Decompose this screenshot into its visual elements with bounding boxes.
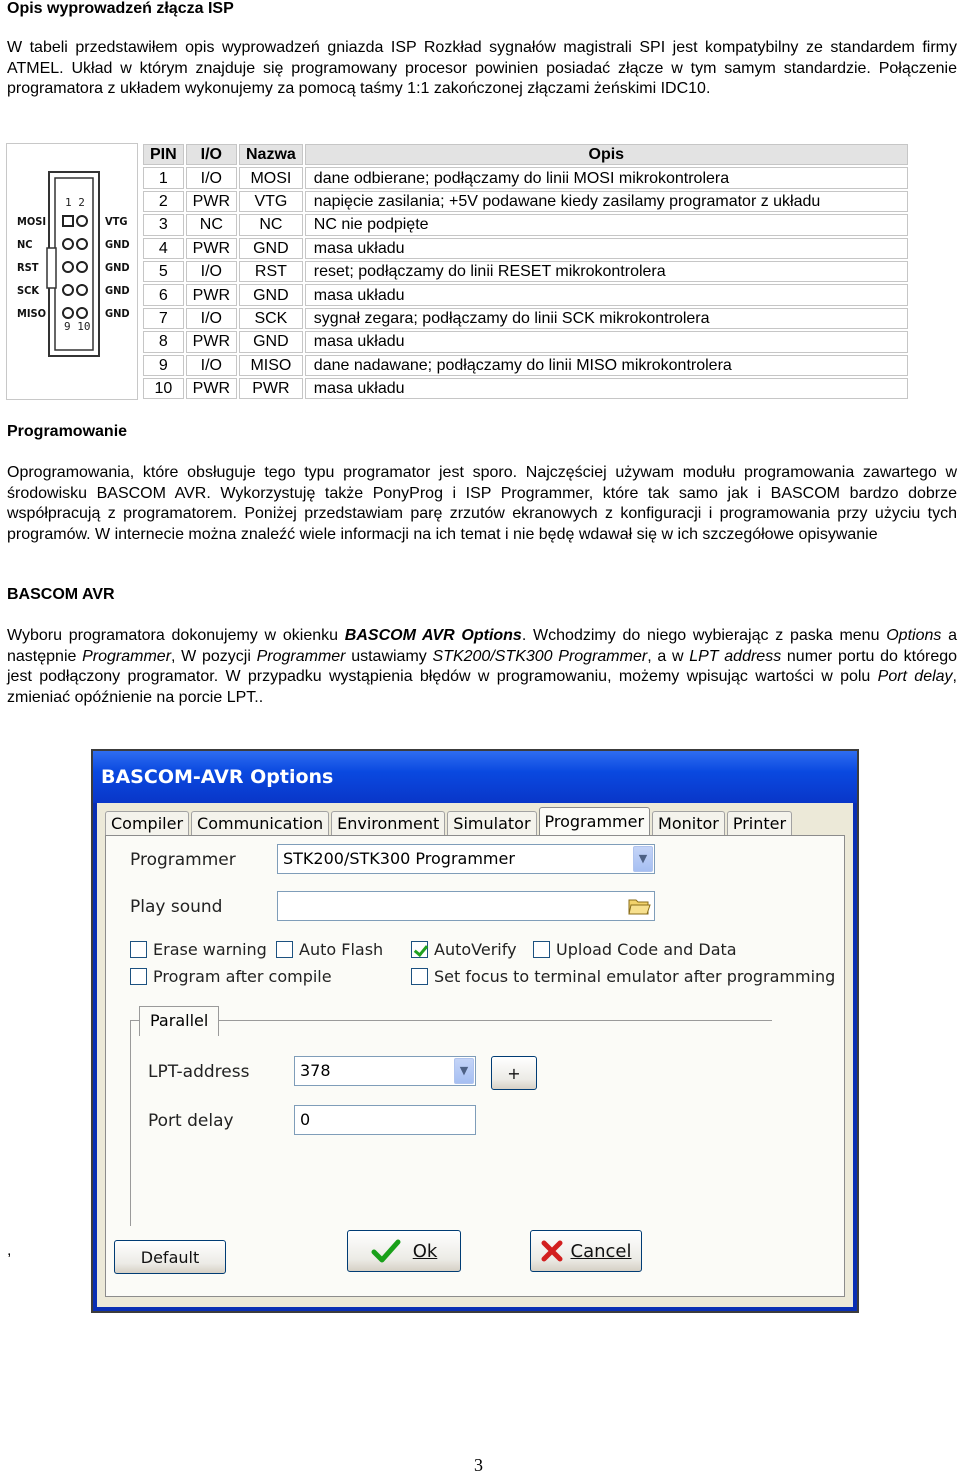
- header-io: I/O: [186, 144, 237, 165]
- cell-opis: masa układu: [305, 238, 908, 259]
- table-row: [143, 214, 908, 235]
- signal-label: NC: [17, 238, 33, 251]
- tab-parallel[interactable]: Parallel: [139, 1006, 219, 1036]
- cell-opis: reset; podłączamy do linii RESET mikrokontrolera: [305, 261, 908, 282]
- signal-label: GND: [105, 307, 130, 320]
- cell-io: I/O: [186, 167, 237, 188]
- checkmark-icon: [371, 1238, 401, 1264]
- ok-button-label: Ok: [412, 1240, 438, 1262]
- checkbox-label: AutoVerify: [434, 940, 517, 959]
- dialog-body: [97, 803, 853, 1307]
- pin-dot: [63, 216, 73, 226]
- cell-io: PWR: [186, 378, 237, 399]
- cell-pin: 7: [143, 308, 184, 329]
- cell-opis: dane odbierane; podłączamy do linii MOSI mikrokontrolera: [305, 167, 908, 188]
- lpt-address-value: 378: [300, 1061, 331, 1080]
- checkbox-box[interactable]: [130, 968, 147, 985]
- tab-communication[interactable]: Communication: [191, 811, 329, 835]
- header-nazwa: Nazwa: [239, 144, 303, 165]
- erase-warning-checkbox[interactable]: [130, 940, 267, 959]
- cell-opis: sygnał zegara; podłączamy do linii SCK mikrokontrolera: [305, 308, 908, 329]
- checkbox-label: Program after compile: [153, 967, 332, 986]
- dialog-title: BASCOM-AVR Options: [93, 751, 857, 803]
- port-delay-label: Port delay: [148, 1111, 234, 1131]
- autoverify-checkbox[interactable]: [411, 940, 517, 959]
- set-focus-terminal-checkbox[interactable]: [411, 967, 835, 986]
- checkbox-box[interactable]: [276, 941, 293, 958]
- checkbox-box[interactable]: [130, 941, 147, 958]
- text-options: Options: [886, 627, 942, 644]
- cell-pin: 3: [143, 214, 184, 235]
- cell-pin: 10: [143, 378, 184, 399]
- text-programmer: Programmer: [256, 647, 346, 665]
- cell-pin: 8: [143, 331, 184, 352]
- cell-opis: napięcie zasilania; +5V podawane kiedy zasilamy programator z układu: [305, 191, 908, 212]
- table-row: [143, 261, 908, 282]
- cell-nazwa: GND: [239, 284, 303, 305]
- table-row: [143, 355, 908, 376]
- cell-pin: 1: [143, 167, 184, 188]
- text-run: Wyboru programatora dokonujemy w okienku: [7, 627, 345, 644]
- signal-label: MOSI: [17, 215, 47, 228]
- cell-pin: 6: [143, 284, 184, 305]
- signal-label: MISO: [17, 307, 47, 320]
- pin-dot: [63, 239, 73, 249]
- isp-pinout-diagram: [7, 144, 137, 399]
- checkbox-label: Set focus to terminal emulator after programming: [434, 967, 836, 986]
- cell-nazwa: MISO: [239, 355, 303, 376]
- cell-io: PWR: [186, 191, 237, 212]
- section-title-bascom: BASCOM AVR: [7, 586, 115, 603]
- programmer-label: Programmer: [130, 850, 236, 870]
- program-after-compile-checkbox[interactable]: [130, 967, 332, 986]
- table-row: [143, 191, 908, 212]
- options-tab-strip: [105, 811, 794, 835]
- port-delay-value: 0: [300, 1110, 311, 1129]
- pin-dot: [77, 216, 87, 226]
- text-run: , zmieniać opóźnienie na porcie LPT..: [7, 668, 957, 706]
- cell-pin: 4: [143, 238, 184, 259]
- cell-opis: masa układu: [305, 331, 908, 352]
- signal-label: RST: [17, 261, 39, 274]
- pin-dot: [63, 308, 73, 318]
- signal-label: SCK: [17, 284, 40, 297]
- upload-code-data-checkbox[interactable]: [533, 940, 737, 959]
- cell-nazwa: VTG: [239, 191, 303, 212]
- port-delay-input[interactable]: [294, 1105, 476, 1135]
- cell-nazwa: RST: [239, 261, 303, 282]
- text-run: ustawiamy: [345, 647, 433, 665]
- lpt-address-label: LPT-address: [148, 1062, 250, 1082]
- checkbox-box-checked[interactable]: [411, 941, 428, 958]
- folder-open-icon[interactable]: [627, 895, 651, 917]
- text-bascom-options: BASCOM AVR Options: [344, 627, 522, 644]
- tab-simulator[interactable]: Simulator: [447, 811, 536, 835]
- text-lpt: LPT address: [689, 647, 782, 665]
- table-header-row: [143, 144, 908, 165]
- text-run: a następnie: [7, 627, 958, 665]
- signal-label: GND: [105, 284, 130, 297]
- programming-paragraph: Oprogramowania, które obsługuje tego typu programator jest sporo. Najczęściej używam modułu programowania zawartego w środowisku BASCOM AVR. Wykorzystuję także PonyProg i ISP Programmer, które tak samo jak i BASCOM bardzo dobrze współpracują z programatorem. Poniżej przedstawiam parę zrzutów ekranowych z konfiguracji i programowania przy użyciu tych programów. W internecie można znaleźć wiele informacji na ich temat i nie będę wdawał się w ich szczegółowe opisywanie: [7, 464, 957, 543]
- cell-io: PWR: [186, 238, 237, 259]
- text-run: . Wchodzimy do niego wybierając z paska menu: [521, 627, 887, 644]
- add-lpt-button[interactable]: +: [491, 1056, 537, 1090]
- bascom-options-dialog: [91, 749, 859, 1313]
- cell-nazwa: PWR: [239, 378, 303, 399]
- chevron-down-icon[interactable]: ▼: [633, 846, 653, 872]
- cell-pin: 2: [143, 191, 184, 212]
- page-number: 3: [474, 1455, 483, 1475]
- section-title-programowanie: Programowanie: [7, 423, 128, 440]
- text-stk: STK200/STK300 Programmer: [432, 647, 648, 665]
- table-row: [143, 167, 908, 188]
- default-button[interactable]: Default: [114, 1240, 226, 1274]
- tab-environment[interactable]: Environment: [331, 811, 445, 835]
- checkbox-label: Auto Flash: [299, 940, 384, 959]
- lpt-address-select[interactable]: [294, 1056, 476, 1086]
- ok-button[interactable]: [347, 1230, 461, 1272]
- play-sound-input[interactable]: [277, 891, 655, 921]
- isp-connector-figure: [6, 143, 138, 400]
- cell-nazwa: SCK: [239, 308, 303, 329]
- text-programmer: Programmer: [82, 647, 172, 665]
- programmer-select[interactable]: [277, 844, 655, 874]
- table-row: [143, 308, 908, 329]
- pin-dot: [77, 262, 87, 272]
- cell-opis: NC nie podpięte: [305, 214, 908, 235]
- tab-printer[interactable]: Printer: [727, 811, 792, 835]
- cell-io: NC: [186, 214, 237, 235]
- pin-dot: [77, 239, 87, 249]
- cell-nazwa: GND: [239, 331, 303, 352]
- text-run: numer portu do którego jest podłączony programator. W przypadku wystąpienia błędów w programowaniu, możemy wpisując wartości w polu: [7, 647, 958, 685]
- left-signal-labels: [17, 215, 46, 320]
- chevron-down-icon[interactable]: ▼: [454, 1058, 474, 1084]
- cancel-button-label: Cancel: [570, 1240, 632, 1262]
- cell-nazwa: MOSI: [239, 167, 303, 188]
- cell-pin: 9: [143, 355, 184, 376]
- signal-label: GND: [105, 261, 130, 274]
- table-row: [143, 238, 908, 259]
- text-run: , W pozycji: [171, 647, 257, 665]
- checkbox-label: Upload Code and Data: [556, 940, 737, 959]
- cell-nazwa: GND: [239, 238, 303, 259]
- header-opis: Opis: [305, 144, 908, 165]
- stray-comma: ,: [7, 1242, 12, 1259]
- bascom-paragraph: [7, 626, 957, 708]
- pin-dot: [77, 285, 87, 295]
- tab-programmer[interactable]: Programmer: [539, 807, 651, 835]
- checkbox-label: Erase warning: [153, 940, 267, 959]
- cell-io: PWR: [186, 284, 237, 305]
- header-pin: PIN: [143, 144, 184, 165]
- right-signal-labels: [105, 215, 130, 320]
- text-port-delay: Port delay: [877, 668, 953, 685]
- tab-compiler[interactable]: Compiler: [105, 811, 189, 835]
- cancel-button[interactable]: [530, 1230, 642, 1272]
- page-heading: Opis wyprowadzeń złącza ISP: [7, 0, 234, 17]
- auto-flash-checkbox[interactable]: [276, 940, 383, 959]
- cell-io: I/O: [186, 308, 237, 329]
- cell-nazwa: NC: [239, 214, 303, 235]
- cell-opis: dane nadawane; podłączamy do linii MISO mikrokontrolera: [305, 355, 908, 376]
- text-run: , a w: [647, 647, 690, 665]
- pin-dot: [63, 285, 73, 295]
- tab-monitor[interactable]: Monitor: [652, 811, 725, 835]
- cell-opis: masa układu: [305, 284, 908, 305]
- isp-pin-table: [141, 142, 910, 401]
- cell-io: PWR: [186, 331, 237, 352]
- signal-label: GND: [105, 238, 130, 251]
- cell-io: I/O: [186, 261, 237, 282]
- table-row: [143, 378, 908, 399]
- cell-opis: masa układu: [305, 378, 908, 399]
- cell-pin: 5: [143, 261, 184, 282]
- pin-numbers-top: 1 2: [65, 196, 85, 209]
- checkbox-box[interactable]: [533, 941, 550, 958]
- programmer-select-value: STK200/STK300 Programmer: [283, 849, 515, 868]
- table-row: [143, 284, 908, 305]
- play-sound-label: Play sound: [130, 897, 223, 917]
- close-icon: [541, 1240, 563, 1262]
- checkbox-box[interactable]: [411, 968, 428, 985]
- cell-io: I/O: [186, 355, 237, 376]
- signal-label: VTG: [105, 215, 128, 228]
- pin-dot: [63, 262, 73, 272]
- table-row: [143, 331, 908, 352]
- parallel-group: [130, 1006, 772, 1226]
- pin-numbers-bottom: 9 10: [64, 320, 91, 333]
- programmer-tab-panel: [105, 835, 845, 1297]
- pin-dot: [77, 308, 87, 318]
- intro-paragraph: W tabeli przedstawiłem opis wyprowadzeń gniazda ISP Rozkład sygnałów magistrali SPI jest kompatybilny ze standardem firmy ATMEL. Układ w którym znajduje się programowany procesor powinien posiadać złącze w tym samym standardzie. Połączenie programatora z układem wykonujemy za pomocą taśmy 1:1 zakończonej złączami żeńskimi IDC10.: [7, 39, 957, 97]
